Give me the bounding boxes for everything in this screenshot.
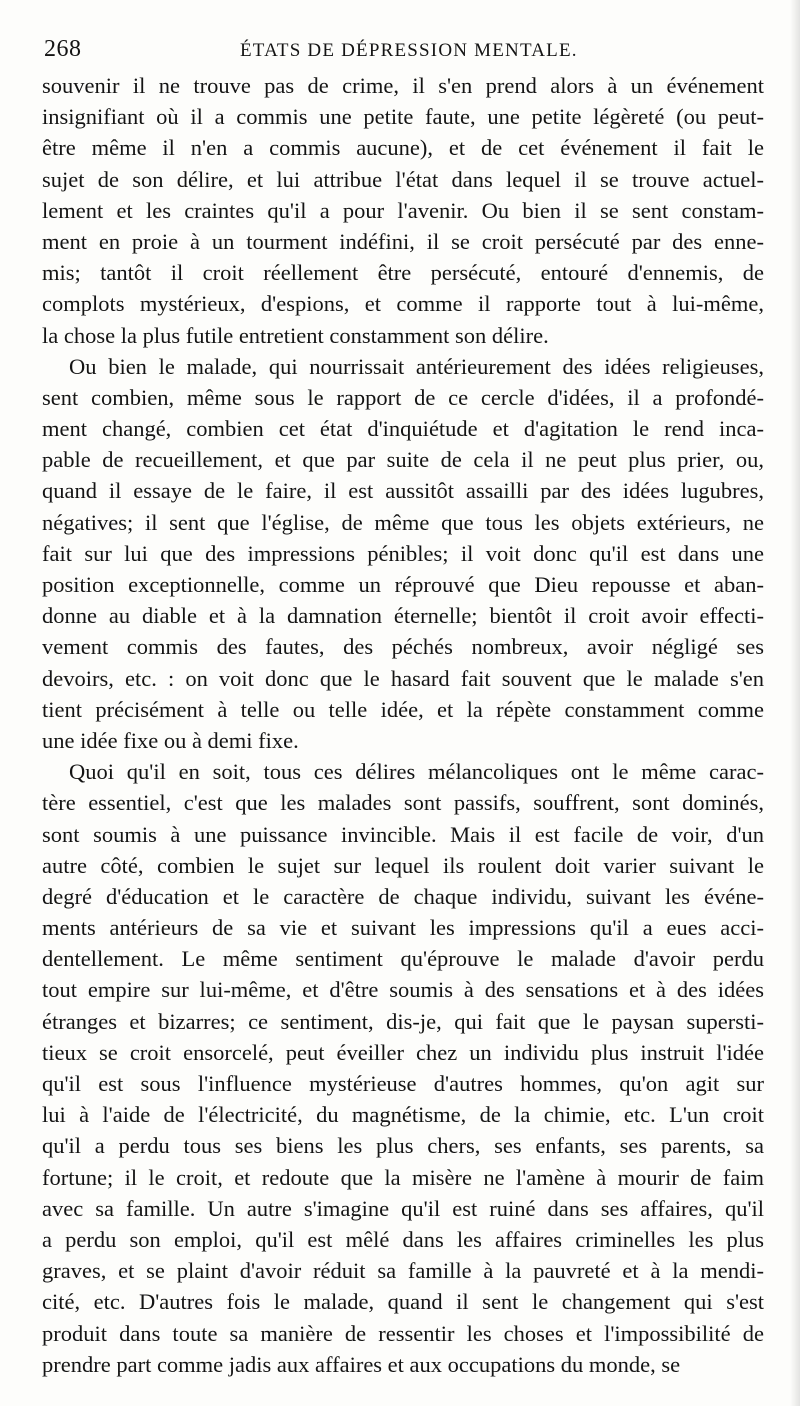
text-line: a perdu son emploi, qu'il est mêlé dans les affaires criminelles les plus xyxy=(42,1226,764,1252)
text-line: fortune; il le croit, et redoute que la misère ne l'amène à mourir de faim xyxy=(42,1164,764,1190)
text-line: sujet de son délire, et lui attribue l'état dans lequel il se trouve actuel- xyxy=(42,166,764,192)
text-line: devoirs, etc. : on voit donc que le hasard fait souvent que le malade s'en xyxy=(42,665,764,691)
text-line: ment en proie à un tourment indéfini, il se croit persécuté par des enne- xyxy=(42,228,764,254)
text-line: qu'il a perdu tous ses biens les plus chers, ses enfants, ses parents, sa xyxy=(42,1133,764,1159)
text-line: la chose la plus futile entretient constamment son délire. xyxy=(42,322,549,348)
text-line: tieux se croit ensorcelé, peut éveiller chez un individu plus instruit l'idée xyxy=(42,1039,764,1065)
text-line: cité, etc. D'autres fois le malade, quand il sent le changement qui s'est xyxy=(42,1289,764,1315)
text-line: ments antérieurs de sa vie et suivant les impressions qu'il a eues acci- xyxy=(42,915,764,941)
page-edge-shadow xyxy=(790,0,800,1406)
text-line: pable de recueillement, et que par suite de cela il ne peut plus prier, ou, xyxy=(42,447,764,473)
text-line: autre côté, combien le sujet sur lequel ils roulent doit varier suivant le xyxy=(42,852,764,878)
text-line: tout empire sur lui-même, et d'être soumis à des sensations et à des idées xyxy=(42,977,764,1003)
text-line: lement et les craintes qu'il a pour l'avenir. Ou bien il se sent constam- xyxy=(42,197,764,223)
text-line: étranges et bizarres; ce sentiment, dis-je, qui fait que le paysan supersti- xyxy=(42,1008,764,1034)
text-line: avec sa famille. Un autre s'imagine qu'il est ruiné dans ses affaires, qu'il xyxy=(42,1195,764,1221)
text-line: tient précisément à telle ou telle idée, et la répète constamment comme xyxy=(42,696,764,722)
text-line: graves, et se plaint d'avoir réduit sa famille à la pauvreté et à la mendi- xyxy=(42,1258,764,1284)
text-line: mis; tantôt il croit réellement être persécuté, entouré d'ennemis, de xyxy=(42,260,764,286)
text-line: position exceptionnelle, comme un réprouvé que Dieu repousse et aban- xyxy=(42,572,764,597)
text-line: donne au diable et à la damnation éternelle; bientôt il croit avoir effecti- xyxy=(42,603,764,629)
text-line: vement commis des fautes, des péchés nombreux, avoir négligé ses xyxy=(42,634,764,660)
text-line: prendre part comme jadis aux affaires et aux occupations du monde, se xyxy=(42,1351,681,1377)
text-line: sont soumis à une puissance invincible. Mais il est facile de voir, d'un xyxy=(42,821,764,847)
text-line: souvenir il ne trouve pas de crime, il s'en prend alors à un événement xyxy=(42,73,764,98)
text-line: ment changé, combien cet état d'inquiétude et d'agitation le rend inca- xyxy=(42,416,764,442)
running-head xyxy=(44,36,762,66)
text-line: tère essentiel, c'est que les malades sont passifs, souffrent, sont dominés, xyxy=(42,790,764,816)
paragraph-3 xyxy=(42,756,764,1380)
running-title: ÉTATS DE DÉPRESSION MENTALE. xyxy=(240,40,578,61)
body-text xyxy=(42,70,764,1380)
text-line: Quoi qu'il en soit, tous ces délires mélancoliques ont le même carac- xyxy=(69,759,764,785)
text-line: qu'il est sous l'influence mystérieuse d'autres hommes, qu'on agit sur xyxy=(42,1071,764,1096)
text-line: être même il n'en a commis aucune), et de cet événement il fait le xyxy=(42,135,764,161)
text-line: complots mystérieux, d'espions, et comme il rapporte tout à lui-même, xyxy=(42,291,764,317)
text-line: fait sur lui que des impressions pénibles; il voit donc qu'il est dans une xyxy=(42,540,764,566)
text-line: Ou bien le malade, qui nourrissait antérieurement des idées religieuses, xyxy=(69,353,764,379)
text-line: négatives; il sent que l'église, de même que tous les objets extérieurs, ne xyxy=(42,509,764,535)
paragraph-2 xyxy=(42,351,764,756)
text-line: sent combien, même sous le rapport de ce cercle d'idées, il a profondé- xyxy=(42,384,764,410)
text-line: insignifiant où il a commis une petite faute, une petite légèreté (ou peut- xyxy=(42,104,764,130)
page-number: 268 xyxy=(44,36,82,62)
text-line: une idée fixe ou à demi fixe. xyxy=(42,727,299,753)
text-line: degré d'éducation et le caractère de chaque individu, suivant les événe- xyxy=(42,883,764,909)
text-line: quand il essaye de le faire, il est aussitôt assailli par des idées lugubres, xyxy=(42,478,764,504)
text-line: dentellement. Le même sentiment qu'éprouve le malade d'avoir perdu xyxy=(42,946,764,972)
paragraph-1 xyxy=(42,70,764,351)
text-line: lui à l'aide de l'électricité, du magnétisme, de la chimie, etc. L'un croit xyxy=(42,1102,764,1128)
text-line: produit dans toute sa manière de ressentir les choses et l'impossibilité de xyxy=(42,1320,764,1346)
